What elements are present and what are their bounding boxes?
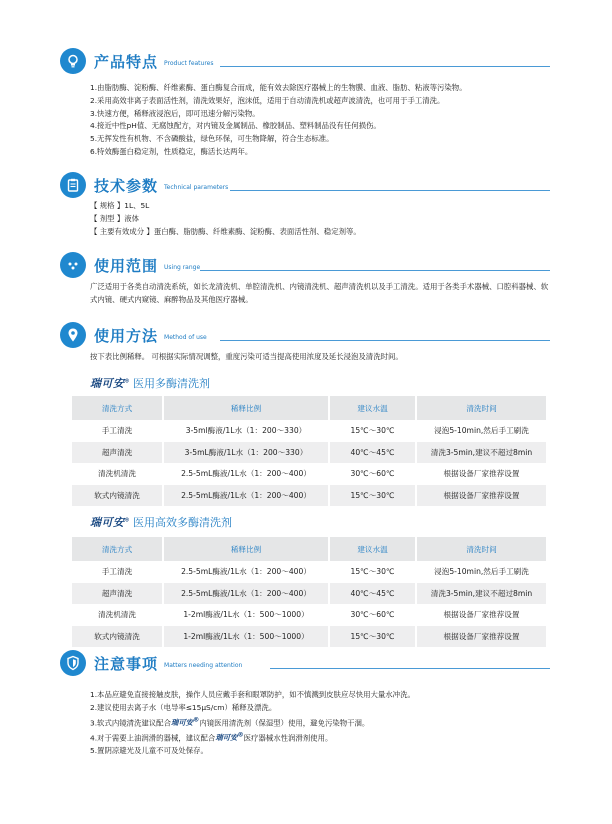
table1-caption (90, 375, 210, 391)
param-item: 【 剂型 】液体 (90, 213, 140, 223)
table-cell: 超声清洗 (72, 583, 163, 605)
table-cell: 根据设备厂家推荐设置 (416, 604, 546, 626)
table-cell: 软式内镜清洗 (72, 626, 163, 648)
dilution-table-1 (72, 396, 546, 506)
params-subtitle: Technical parameters (164, 183, 229, 191)
features-header (60, 46, 214, 76)
col-header: 建议水温 (329, 396, 416, 420)
note-item: 3.软式内镜清洗建议配合瑞可安®内镜医用清洗剂（保湿型）使用，避免污染物干涸。 (90, 716, 370, 728)
dots-icon (60, 252, 86, 278)
table-row (72, 626, 546, 648)
table-cell: 1-2ml酶液/1L水（1：500～1000） (163, 604, 329, 626)
table-cell: 根据设备厂家推荐设置 (416, 485, 546, 507)
col-header: 稀释比例 (163, 396, 329, 420)
col-header: 建议水温 (329, 537, 416, 561)
table-cell: 手工清洗 (101, 567, 133, 577)
col-header: 清洗时间 (416, 396, 546, 420)
brand-logo-inline: 瑞可安® (170, 716, 200, 728)
table-row (72, 561, 546, 583)
features-title: 产品特点 (94, 52, 159, 71)
brand-logo-inline: 瑞可安® (215, 731, 244, 743)
dilution-table-2 (72, 537, 546, 647)
table-cell: 30℃～60℃ (329, 604, 416, 626)
table-cell: 15℃～30℃ (329, 420, 416, 442)
table-cell: 浸泡5-10min,然后手工刷洗 (416, 420, 546, 442)
feature-item: 4.接近中性pH值、无腐蚀配方，对内镜及金属制品、橡胶制品、塑料制品没有任何损伤。 (90, 121, 381, 131)
range-title: 使用范围 (94, 256, 159, 275)
range-header (60, 250, 200, 280)
table-cell: 根据设备厂家推荐设置 (416, 626, 546, 648)
table-cell: 清洗3-5min,建议不超过8min (416, 442, 546, 464)
location-pin-icon (60, 322, 86, 348)
table-cell: 1-2ml酶液/1L水（1：500～1000） (163, 626, 329, 648)
table-row (72, 583, 546, 605)
table-header-row (72, 396, 546, 420)
features-subtitle: Product features (164, 59, 214, 67)
method-header (60, 320, 207, 350)
table-cell: 3-5mL酶液/1L水（1：200～330） (163, 442, 329, 464)
table-cell: 清洗机清洗 (98, 469, 136, 479)
table-cell: 手工清洗 (101, 426, 133, 436)
range-paragraph: 广泛适用于各类自动清洗系统，如长龙清洗机、单腔清洗机、内镜清洗机、超声清洗机以及手工清洗。适用于各类手术器械、口腔科器械、软式内镜、硬式内窥镜、麻醉物品及其他医疗器械。 (90, 282, 549, 304)
notes-subtitle: Matters needing attention (164, 661, 243, 669)
params-list (90, 200, 555, 238)
feature-item: 6.特效酶蛋白稳定剂，性质稳定，酶活长达两年。 (90, 146, 253, 156)
note-item: 4.对于需要上油润滑的器械，建议配合瑞可安®医疗器械水性润滑剂使用。 (90, 731, 333, 743)
feature-item: 1.由脂肪酶、淀粉酶、纤维素酶、蛋白酶复合而成，能有效去除医疗器械上的生物膜、血液、脂肪、粘液等污染物。 (90, 83, 467, 92)
table-cell: 超声清洗 (72, 442, 163, 464)
features-rule (220, 66, 550, 67)
table-row (72, 604, 546, 626)
notes-list (90, 689, 555, 758)
param-item: 【 规格 】1L、5L (90, 201, 150, 210)
table-cell: 15℃～30℃ (329, 626, 416, 648)
features-list (90, 82, 555, 159)
brand-logo: 瑞可安® (90, 516, 130, 529)
note-item: 2.建议使用去离子水（电导率≤15μS/cm）稀释及漂洗。 (90, 702, 277, 712)
table-cell: 根据设备厂家推荐设置 (416, 463, 546, 485)
shield-icon (60, 650, 86, 676)
table-row (72, 442, 546, 464)
col-header: 稀释比例 (163, 537, 329, 561)
range-text (90, 281, 555, 307)
table-cell: 15℃～30℃ (329, 561, 416, 583)
table-row (72, 420, 546, 442)
table-cell: 15℃～30℃ (329, 485, 416, 507)
table-cell: 2.5-5mL酶液/1L水（1：200～400） (163, 463, 329, 485)
feature-item: 2.采用高效非离子表面活性剂，清洗效果好，泡沫低，适用于自动清洗机或超声波清洗，也可用于手工清洗。 (90, 95, 445, 105)
lightbulb-icon (60, 48, 86, 74)
notes-rule (270, 668, 550, 669)
col-header: 清洗方式 (72, 537, 163, 561)
method-intro (90, 351, 555, 364)
feature-item: 5.无挥发性有机物、不含磷酸盐，绿色环保，可生物降解，符合生态标准。 (90, 134, 334, 144)
params-rule (230, 190, 550, 191)
method-subtitle: Method of use (164, 333, 207, 341)
note-item: 1.本品应避免直接接触皮肤，操作人员应戴手套和眼罩防护，如不慎溅到皮肤应尽快用大量水冲洗。 (90, 690, 415, 699)
table-cell: 软式内镜清洗 (72, 485, 163, 507)
table-cell: 清洗机清洗 (98, 610, 136, 620)
table-row (72, 463, 546, 485)
table-cell: 30℃～60℃ (329, 463, 416, 485)
range-subtitle: Using range (164, 263, 201, 271)
clipboard-icon (60, 172, 86, 198)
method-rule (220, 340, 550, 341)
table-row (72, 485, 546, 507)
param-item: 【 主要有效成分 】蛋白酶、脂肪酶、纤维素酶、淀粉酶、表面活性剂、稳定剂等。 (90, 226, 361, 236)
range-rule (200, 270, 550, 271)
brand-logo: 瑞可安® (90, 377, 130, 390)
notes-header (60, 648, 242, 678)
table2-product: 医用高效多酶清洗剂 (133, 516, 232, 529)
table2-caption (90, 514, 232, 530)
table-cell: 40℃～45℃ (329, 583, 416, 605)
table-cell: 2.5-5mL酶液/1L水（1：200～400） (163, 583, 329, 605)
table-cell: 清洗3-5min,建议不超过8min (416, 583, 546, 605)
table-cell: 40℃～45℃ (329, 442, 416, 464)
table-cell: 2.5-5mL酶液/1L水（1：200～400） (163, 561, 329, 583)
table-header-row (72, 537, 546, 561)
col-header: 清洗方式 (72, 396, 163, 420)
notes-title: 注意事项 (94, 654, 159, 673)
params-title: 技术参数 (94, 176, 159, 195)
feature-item: 3.快速方便，稀释液浸泡后，即可迅速分解污染物。 (90, 108, 260, 118)
params-header (60, 170, 228, 200)
note-item: 5.置阴凉避光及儿童不可及处保存。 (90, 746, 208, 756)
col-header: 清洗时间 (416, 537, 546, 561)
table-cell: 2.5-5mL酶液/1L水（1：200～400） (163, 485, 329, 507)
table1-product: 医用多酶清洗剂 (133, 377, 210, 390)
table-cell: 3-5ml酶液/1L水（1：200～330） (163, 420, 329, 442)
table-cell: 浸泡5-10min,然后手工刷洗 (416, 561, 546, 583)
method-title: 使用方法 (94, 326, 159, 345)
method-intro-text: 按下表比例稀释。 可根据实际情况调整，重度污染可适当提高使用浓度及延长浸泡及清洗时间。 (90, 352, 403, 361)
